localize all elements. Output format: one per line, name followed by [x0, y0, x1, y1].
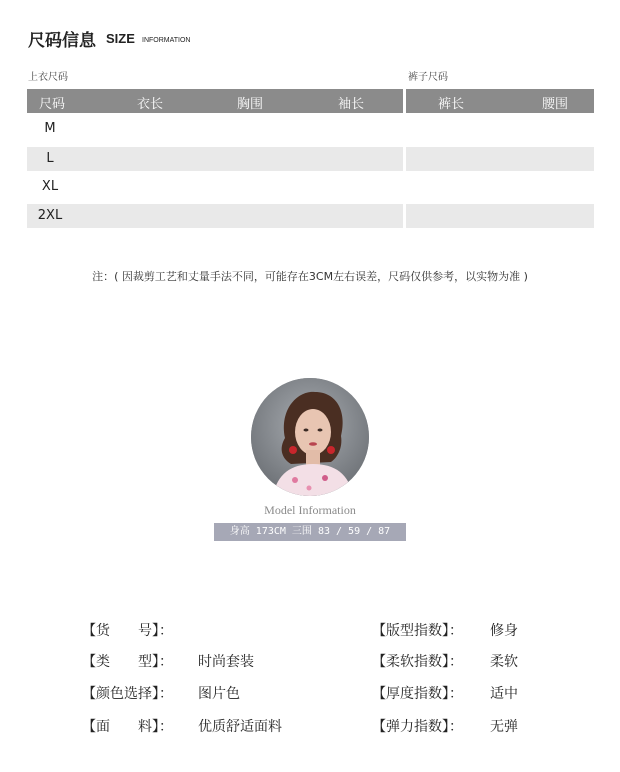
- info-value-fit: 修身: [490, 623, 518, 639]
- model-stats-bar: 身高 173CM 三围 83 / 59 / 87: [214, 523, 406, 541]
- table-row: [406, 147, 594, 171]
- model-info-title: Model Information: [264, 503, 356, 517]
- size-note: 注：( 因裁剪工艺和丈量手法不同，可能存在3CM左右误差，尺码仅供参考，以实物为准 ): [92, 270, 528, 283]
- table-row: [27, 117, 403, 141]
- model-photo: [251, 378, 369, 496]
- model-portrait-icon: [251, 378, 369, 496]
- table-row: [27, 147, 403, 171]
- column-header-chest: 胸围: [237, 97, 264, 112]
- info-label-fit: 【版型指数】：: [372, 623, 463, 639]
- page-title-en-sub: INFORMATION: [142, 37, 191, 44]
- info-label-type: 【类 型】：: [82, 654, 173, 670]
- pants-size-label: 裤子尺码: [408, 72, 448, 83]
- table-row: [406, 117, 594, 141]
- column-header-size: 尺码: [39, 97, 66, 112]
- info-label-softness: 【柔软指数】：: [372, 654, 463, 670]
- column-header-pants-length: 裤长: [438, 97, 465, 112]
- column-header-sleeve: 袖长: [338, 97, 365, 112]
- pants-size-table-header: [406, 89, 594, 113]
- info-label-thickness: 【厚度指数】：: [372, 686, 463, 702]
- size-cell: XL: [41, 179, 59, 194]
- info-value-fabric: 优质舒适面料: [198, 719, 282, 735]
- size-cell: L: [46, 151, 54, 166]
- column-header-length: 衣长: [137, 97, 164, 112]
- top-size-table-header: [27, 89, 403, 113]
- size-cell: 2XL: [37, 208, 63, 223]
- info-value-type: 时尚套装: [198, 654, 254, 670]
- table-row: [406, 204, 594, 228]
- info-label-item-no: 【货 号】：: [82, 623, 173, 639]
- info-value-thickness: 适中: [490, 686, 518, 702]
- page-title-en: SIZE: [106, 31, 135, 46]
- page-title: 尺码信息: [28, 31, 96, 51]
- table-row: [27, 175, 403, 199]
- info-label-color: 【颜色选择】：: [82, 686, 173, 702]
- info-label-elasticity: 【弹力指数】：: [372, 719, 463, 735]
- table-row: [406, 175, 594, 199]
- info-value-elasticity: 无弹: [490, 719, 518, 735]
- column-header-waist: 腰围: [542, 97, 569, 112]
- size-cell: M: [44, 121, 56, 136]
- table-row: [27, 204, 403, 228]
- info-label-fabric: 【面 料】：: [82, 719, 173, 735]
- top-size-label: 上衣尺码: [28, 72, 68, 83]
- info-value-color: 图片色: [198, 686, 240, 702]
- info-value-softness: 柔软: [490, 654, 518, 670]
